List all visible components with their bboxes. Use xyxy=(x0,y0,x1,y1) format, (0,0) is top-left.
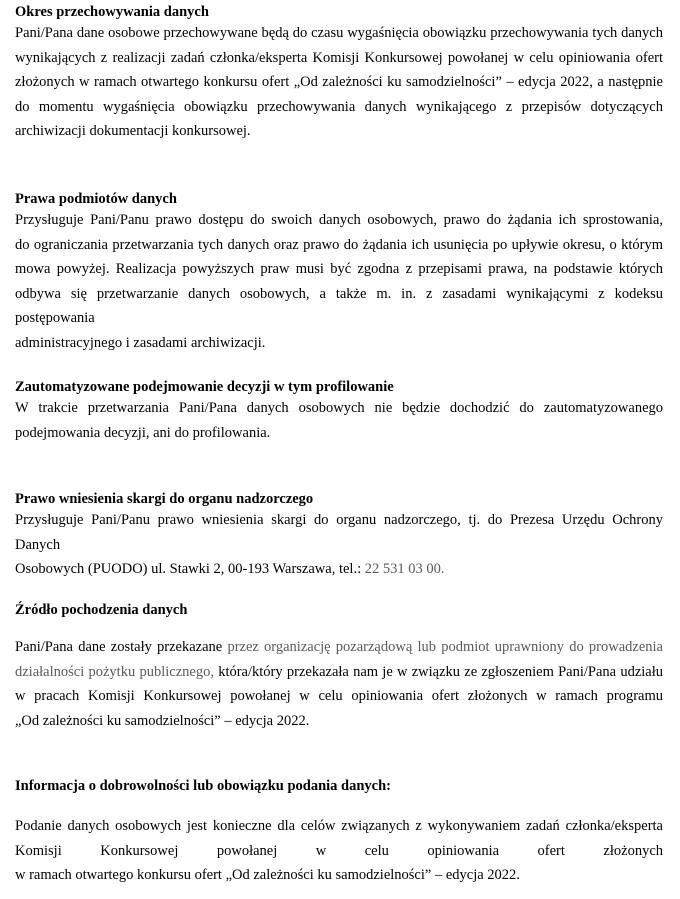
heading-automated-decisions: Zautomatyzowane podejmowanie decyzji w tym profilowanie xyxy=(15,379,394,395)
text-line xyxy=(15,635,663,660)
text-fragment: która/który przekazała nam je w związku ze zgłoszeniem Pani/Pana udziału xyxy=(213,663,663,680)
paragraph-data-subject-rights xyxy=(15,208,663,355)
text-line: Przysługuje Pani/Panu prawo wniesienia skargi do organu nadzorczego, tj. do Prezesa Urzędu Ochrony Danych xyxy=(15,512,663,553)
text-line xyxy=(15,557,663,582)
paragraph-obligation-info xyxy=(15,814,663,888)
text-line: w pracach Komisji Konkursowej powołanej w celu opiniowania ofert złożonych w ramach programu xyxy=(15,688,663,704)
text-line: do momentu wygaśnięcia obowiązku przechowywania danych wynikającego z przepisów dotyczących xyxy=(15,98,663,115)
text-fragment: Pani/Pana dane zostały przekazane xyxy=(15,639,228,655)
text-line: Komisji Konkursowej powołanej w celu opiniowania ofert złożonych xyxy=(15,842,663,859)
text-line xyxy=(15,660,663,685)
phone-number: 22 531 03 00. xyxy=(364,561,445,577)
text-line: odbywa się przetwarzanie danych osobowych, a także m. in. z zasadami wynikającymi z kodeksu postępowania xyxy=(15,285,663,326)
paragraph-automated-decisions xyxy=(15,396,663,445)
text-line: administracyjnego i zasadami archiwizacji. xyxy=(15,334,266,351)
text-line: do ograniczania przetwarzania tych danych oraz prawo do żądania ich usunięcia po upływie okresu, o którym xyxy=(15,236,663,253)
text-line: wynikających z realizacji zadań członka/eksperta Komisji Konkursowej powołanej w celu opiniowania ofert xyxy=(15,49,663,66)
text-line: Podanie danych osobowych jest konieczne dla celów związanych z wykonywaniem zadań członka/eksperta xyxy=(15,818,663,834)
text-line: archiwizacji dokumentacji konkursowej. xyxy=(15,123,251,139)
text-line: „Od zależności ku samodzielności” – edycja 2022. xyxy=(15,712,310,729)
text-line: złożonych w ramach otwartego konkursu ofert „Od zależności ku samodzielności” – edycja 2022, a następnie xyxy=(15,74,663,90)
paragraph-complaint-right xyxy=(15,508,663,582)
heading-data-source: Źródło pochodzenia danych xyxy=(15,602,188,618)
text-line: w ramach otwartego konkursu ofert „Od zależności ku samodzielności” – edycja 2022. xyxy=(15,867,520,883)
heading-complaint-right: Prawo wniesienia skargi do organu nadzorczego xyxy=(15,491,314,507)
text-line: mowa powyżej. Realizacja powyższych praw musi być zgodna z przepisami prawa, na podstawie których xyxy=(15,261,663,277)
text-line: Przysługuje Pani/Panu prawo dostępu do swoich danych osobowych, prawo do żądania ich sprostowania, xyxy=(15,212,663,228)
text-line: podejmowania decyzji, ani do profilowania. xyxy=(15,424,271,441)
address-text: Osobowych (PUODO) ul. Stawki 2, 00-193 Warszawa, tel.: xyxy=(15,561,365,577)
heading-data-subject-rights: Prawa podmiotów danych xyxy=(15,191,177,207)
text-fragment-gray: przez organizację pozarządową lub podmiot uprawniony do prowadzenia xyxy=(227,639,663,655)
text-fragment-gray: działalności pożytku publicznego, xyxy=(15,663,214,680)
text-line: Pani/Pana dane osobowe przechowywane będą do czasu wygaśnięcia obowiązku przechowywania tych danych xyxy=(15,25,663,41)
paragraph-data-source xyxy=(15,635,663,733)
heading-storage-period: Okres przechowywania danych xyxy=(15,4,209,20)
heading-obligation-info: Informacja o dobrowolności lub obowiązku podania danych: xyxy=(15,778,392,794)
paragraph-storage-period xyxy=(15,21,663,144)
text-line: W trakcie przetwarzania Pani/Pana danych osobowych nie będzie dochodzić do zautomatyzowanego xyxy=(15,400,663,416)
